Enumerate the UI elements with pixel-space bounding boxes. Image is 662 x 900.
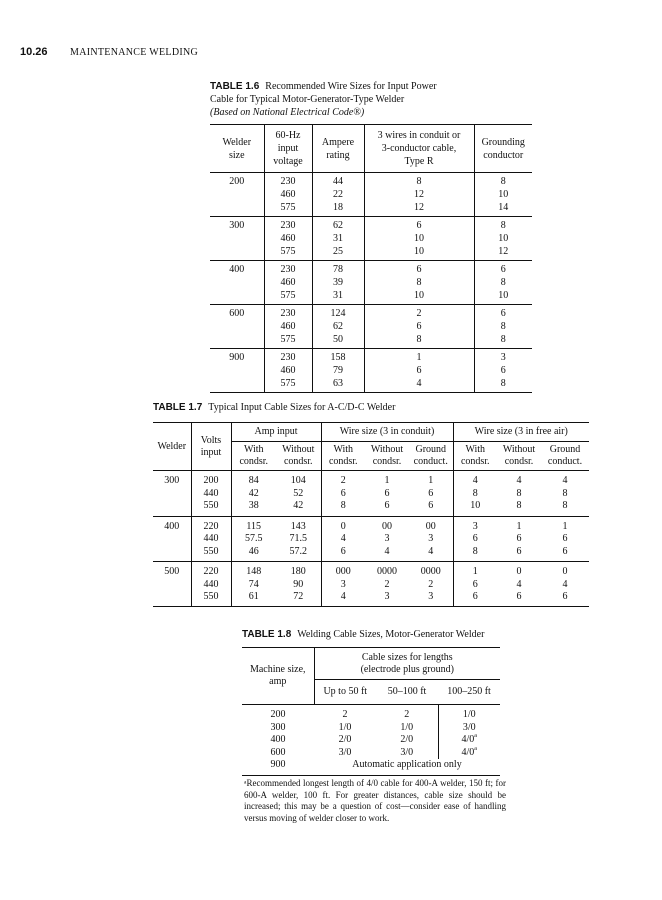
- cell-wire-size: 10: [364, 245, 474, 261]
- cell-ampere-rating: 18: [312, 201, 364, 217]
- table-row: [242, 734, 500, 747]
- cell-welder-size: [210, 245, 264, 261]
- cell-ampere-rating: 62: [312, 217, 364, 233]
- cell-welder-size: 300: [229, 220, 245, 231]
- cell-air-ground: 1: [562, 520, 568, 532]
- cell-welder-size: [210, 276, 264, 289]
- cell-input-voltage: 460: [264, 320, 312, 333]
- table-row: [210, 289, 532, 305]
- cell-ampere-rating: 78: [312, 261, 364, 277]
- cell-100-250: 3/0: [438, 722, 500, 735]
- cell-conduit-ground: 2: [428, 578, 434, 590]
- cell-conduit-with: 000: [321, 562, 365, 579]
- col-header-ground-conduct: Ground conduct.: [409, 442, 453, 471]
- cell-conduit-with: 6: [321, 546, 365, 562]
- cell-wire-size: 1: [364, 349, 474, 365]
- cell-conduit-without: 0000: [377, 566, 397, 577]
- cell-input-voltage: 230: [264, 305, 312, 321]
- table-row: [242, 705, 500, 722]
- cell-welder-size: [210, 289, 264, 305]
- cell-welder: [153, 546, 191, 562]
- cell-air-without: 0: [516, 566, 522, 577]
- cell-welder: [153, 591, 191, 606]
- cell-ampere-rating: 39: [312, 276, 364, 289]
- cell-machine-size: 300: [270, 721, 286, 733]
- section-title: MAINTENANCE WELDING: [70, 47, 199, 58]
- cell-grounding: 3: [474, 349, 532, 365]
- cell-air-without: 4: [516, 475, 522, 486]
- cell-wire-size: 2: [364, 305, 474, 321]
- cell-wire-size: 6: [364, 261, 474, 277]
- cell-wire-size: 10: [364, 289, 474, 305]
- table-row: [153, 533, 589, 546]
- table-row: [153, 546, 589, 562]
- col-header-without-condsr: Without condsr.: [497, 442, 541, 471]
- cell-wire-size: 4: [364, 377, 474, 393]
- cell-ampere-rating: 63: [312, 377, 364, 393]
- table-header-row: [242, 648, 500, 680]
- cell-volts: 550: [191, 591, 231, 606]
- col-header-grounding: Grounding conductor: [474, 125, 532, 173]
- table-row: [210, 349, 532, 365]
- cell-input-voltage: 575: [264, 377, 312, 393]
- cell-ampere-rating: 79: [312, 364, 364, 377]
- cell-amp-with: 46: [231, 546, 276, 562]
- cell-amp-with: 42: [231, 488, 276, 501]
- cell-input-voltage: 575: [264, 333, 312, 349]
- cell-amp-with: 61: [231, 591, 276, 606]
- table-number: TABLE 1.7: [153, 402, 203, 413]
- cell-conduit-with: 6: [321, 488, 365, 501]
- cell-conduit-without: 4: [365, 546, 409, 562]
- footnote-mark: a: [474, 745, 477, 752]
- cell-conduit-with: 3: [321, 579, 365, 592]
- cell-air-without: 4: [516, 578, 522, 590]
- cell-amp-without: 104: [290, 475, 306, 486]
- cell-air-ground: 6: [541, 546, 589, 562]
- cell-grounding: 10: [474, 232, 532, 245]
- col-group-wire-conduit: Wire size (3 in conduit): [321, 423, 453, 442]
- cell-up-to-50: 1/0: [338, 721, 352, 733]
- table-row: [210, 245, 532, 261]
- cell-welder: [153, 488, 191, 501]
- cell-air-without: 1: [516, 520, 522, 532]
- cell-amp-without: 90: [293, 578, 304, 590]
- table-row: [210, 232, 532, 245]
- cell-input-voltage: 230: [264, 173, 312, 189]
- cell-input-voltage: 460: [264, 188, 312, 201]
- cell-input-voltage: 460: [264, 232, 312, 245]
- cell-amp-with: 38: [231, 500, 276, 516]
- cell-input-voltage: 460: [264, 276, 312, 289]
- cell-input-voltage: 575: [264, 245, 312, 261]
- table-header-row: [153, 423, 589, 442]
- cell-conduit-without: 3: [384, 591, 390, 602]
- table-1-7: [153, 422, 589, 607]
- col-header-welder: Welder: [153, 423, 191, 471]
- cell-input-voltage: 575: [264, 289, 312, 305]
- cell-air-with: 1: [453, 562, 497, 579]
- cell-amp-with: 57.5: [231, 533, 276, 546]
- cell-welder: [153, 500, 191, 516]
- cell-welder-size: [210, 232, 264, 245]
- cell-amp-with: 84: [231, 471, 276, 488]
- cell-conduit-without: 6: [365, 500, 409, 516]
- cell-grounding: 6: [474, 364, 532, 377]
- cell-machine-size: 900: [270, 759, 286, 770]
- cell-50-100: 2/0: [400, 734, 414, 745]
- table-row: [210, 188, 532, 201]
- table-number: TABLE 1.6: [210, 81, 260, 92]
- cell-amp-without: 57.2: [276, 546, 321, 562]
- cell-amp-without: 52: [293, 487, 304, 499]
- cell-up-to-50: 3/0: [338, 746, 352, 758]
- cell-ampere-rating: 31: [312, 289, 364, 305]
- cell-input-voltage: 230: [264, 261, 312, 277]
- cell-up-to-50: 2/0: [338, 734, 352, 745]
- cell-volts: 200: [191, 471, 231, 488]
- cell-conduit-without: 00: [382, 520, 392, 532]
- cell-welder: 300: [164, 475, 180, 486]
- table-row: [242, 747, 500, 760]
- col-group-amp-input: Amp input: [231, 423, 321, 442]
- cell-air-ground: 8: [541, 500, 589, 516]
- cell-conduit-without: 2: [384, 578, 390, 590]
- table-row: [153, 579, 589, 592]
- table-row: [210, 320, 532, 333]
- page-number: 10.26: [20, 46, 48, 58]
- table-title: Recommended Wire Sizes for Input Power: [265, 81, 437, 92]
- col-header-without-condsr: Without condsr.: [276, 442, 321, 471]
- col-header-with-condsr: With condsr.: [453, 442, 497, 471]
- cell-wire-size: 8: [364, 333, 474, 349]
- cell-welder-size: 900: [229, 352, 245, 363]
- col-header-wires: 3 wires in conduit or 3-conductor cable, Type R: [364, 125, 474, 173]
- cell-conduit-ground: 1: [428, 475, 434, 486]
- cell-welder-size: 200: [229, 176, 245, 187]
- cell-air-with: 10: [453, 500, 497, 516]
- table-row: [210, 173, 532, 189]
- cell-ampere-rating: 44: [312, 173, 364, 189]
- cell-input-voltage: 575: [264, 201, 312, 217]
- cell-conduit-ground: 0000: [420, 566, 441, 577]
- cell-conduit-ground: 3: [428, 533, 434, 544]
- cell-welder-size: [210, 201, 264, 217]
- cell-volts: 440: [191, 533, 231, 546]
- cell-volts: 550: [191, 546, 231, 562]
- cell-air-with: 6: [453, 533, 497, 546]
- cell-ampere-rating: 25: [312, 245, 364, 261]
- cell-welder-size: [210, 333, 264, 349]
- table-row: [153, 591, 589, 606]
- cell-air-with: 6: [453, 579, 497, 592]
- cell-wire-size: 10: [364, 232, 474, 245]
- cell-amp-without: 72: [293, 591, 304, 602]
- cell-automatic-note: Automatic application only: [352, 759, 462, 770]
- cell-amp-without: 42: [276, 500, 321, 516]
- cell-air-with: 6: [453, 591, 497, 606]
- cell-wire-size: 6: [364, 320, 474, 333]
- cell-volts: 440: [191, 488, 231, 501]
- table-row: [210, 261, 532, 277]
- col-header-ground-conduct: Ground conduct.: [541, 442, 589, 471]
- footnote-mark: a: [474, 733, 477, 739]
- cell-conduit-ground: 6: [428, 487, 434, 499]
- cell-conduit-ground: 6: [409, 500, 453, 516]
- cell-wire-size: 6: [364, 364, 474, 377]
- cell-ampere-rating: 124: [312, 305, 364, 321]
- cell-machine-size: 600: [270, 746, 286, 758]
- cell-100-250: 4/0$^a$: [438, 747, 500, 760]
- col-header-ampere-rating: Ampere rating: [312, 125, 364, 173]
- col-header-machine-size: Machine size, amp: [242, 648, 314, 705]
- col-header-100-250: 100–250 ft: [447, 686, 491, 697]
- cell-input-voltage: 460: [264, 364, 312, 377]
- table-row: [153, 488, 589, 501]
- cell-wire-size: 8: [364, 276, 474, 289]
- cell-air-ground: 6: [562, 533, 568, 544]
- cell-conduit-with: 4: [321, 591, 365, 606]
- cell-air-without: 8: [516, 487, 522, 499]
- table-row: [210, 201, 532, 217]
- cell-input-voltage: 230: [264, 349, 312, 365]
- cell-volts: 440: [191, 579, 231, 592]
- table-row: [242, 759, 500, 775]
- cell-amp-with: 74: [231, 579, 276, 592]
- table-row: [210, 333, 532, 349]
- cell-grounding: 14: [474, 201, 532, 217]
- cell-100-250: 4/0$^a$: [438, 734, 500, 747]
- table-row: [153, 516, 589, 533]
- cell-air-without: 6: [516, 591, 522, 602]
- cell-grounding: 6: [474, 261, 532, 277]
- cell-welder-size: [210, 364, 264, 377]
- table-row: [210, 364, 532, 377]
- cell-conduit-with: 8: [321, 500, 365, 516]
- table-title-line3: (Based on National Electrical Code®): [210, 107, 365, 118]
- cell-welder: 500: [164, 566, 180, 577]
- col-header-up-to-50: Up to 50 ft: [323, 686, 368, 697]
- cell-welder: [153, 533, 191, 546]
- cell-machine-size: 200: [242, 705, 314, 722]
- cell-air-with: 4: [453, 471, 497, 488]
- cell-amp-with: 115: [231, 516, 276, 533]
- cell-air-without: 6: [497, 546, 541, 562]
- col-header-welder-size: Welder size: [210, 125, 264, 173]
- cell-welder-size: 600: [229, 308, 245, 319]
- table-title-line2: Cable for Typical Motor-Generator-Type Welder: [210, 94, 405, 105]
- col-group-cable-sizes: Cable sizes for lengths (electrode plus ground): [314, 648, 500, 680]
- cell-welder-size: [210, 377, 264, 393]
- cell-welder-size: 400: [229, 264, 245, 275]
- cell-amp-with: 148: [231, 562, 276, 579]
- cell-conduit-without: 6: [384, 487, 390, 499]
- cell-grounding: 12: [474, 245, 532, 261]
- cell-input-voltage: 230: [264, 217, 312, 233]
- table-row: [153, 471, 589, 488]
- running-head: [20, 46, 198, 58]
- cell-welder: 400: [164, 520, 180, 532]
- cell-air-without: 6: [516, 533, 522, 544]
- cell-50-100: 3/0: [400, 746, 414, 758]
- table-1-8-footnote: ᵃRecommended longest length of 4/0 cable for 400-A welder, 150 ft; for 600-A welder, 100 ft. For greater distances, cable size should be increased; this may be a question of cost—consider ease of handling versus moving of welder closer to work.: [244, 778, 506, 823]
- cell-ampere-rating: 22: [312, 188, 364, 201]
- cell-wire-size: 6: [364, 217, 474, 233]
- cell-grounding: 8: [474, 276, 532, 289]
- table-1-8: [242, 647, 500, 776]
- cell-conduit-without: 3: [384, 533, 390, 544]
- cell-conduit-without: 1: [384, 475, 390, 486]
- col-header-input-voltage: 60-Hz input voltage: [264, 125, 312, 173]
- cell-machine-size: 400: [270, 734, 286, 745]
- table-row: [210, 217, 532, 233]
- cell-air-ground: 0: [562, 566, 568, 577]
- cell-ampere-rating: 50: [312, 333, 364, 349]
- cell-50-100: 2: [376, 705, 438, 722]
- cell-ampere-rating: 62: [312, 320, 364, 333]
- cell-amp-without: 71.5: [289, 533, 307, 544]
- table-1-8-caption: [242, 628, 484, 641]
- cell-volts: 550: [191, 500, 231, 516]
- cell-ampere-rating: 31: [312, 232, 364, 245]
- table-row: [153, 562, 589, 579]
- col-header-without-condsr: Without condsr.: [365, 442, 409, 471]
- table-header-row: [210, 125, 532, 173]
- cell-grounding: 10: [474, 289, 532, 305]
- cell-conduit-with: 2: [321, 471, 365, 488]
- cell-air-ground: 4: [562, 475, 568, 486]
- col-header-50-100: 50–100 ft: [387, 686, 427, 697]
- cell-wire-size: 12: [364, 201, 474, 217]
- cell-grounding: 8: [474, 217, 532, 233]
- col-group-wire-free-air: Wire size (3 in free air): [453, 423, 589, 442]
- cell-conduit-ground: 3: [428, 591, 434, 602]
- table-1-6: [210, 124, 532, 393]
- cell-up-to-50: 2: [314, 705, 376, 722]
- table-row: [210, 305, 532, 321]
- col-header-with-condsr: With condsr.: [231, 442, 276, 471]
- col-header-with-condsr: With condsr.: [321, 442, 365, 471]
- cell-welder-size: [210, 320, 264, 333]
- cell-air-with: 8: [453, 488, 497, 501]
- cell-air-with: 8: [453, 546, 497, 562]
- cell-50-100: 1/0: [400, 721, 414, 733]
- table-1-6-caption: [210, 80, 540, 119]
- cell-amp-without: 180: [290, 566, 306, 577]
- cell-air-with: 3: [453, 516, 497, 533]
- table-title: Typical Input Cable Sizes for A-C/D-C Welder: [208, 402, 396, 413]
- table-row: [210, 276, 532, 289]
- table-row: [210, 377, 532, 393]
- table-1-7-caption: [153, 401, 395, 414]
- cell-air-ground: 8: [562, 487, 568, 499]
- cell-volts: 220: [191, 516, 231, 533]
- cell-wire-size: 8: [364, 173, 474, 189]
- cell-wire-size: 12: [364, 188, 474, 201]
- cell-air-ground: 4: [562, 578, 568, 590]
- cell-amp-without: 143: [290, 520, 306, 532]
- cell-air-without: 8: [497, 500, 541, 516]
- cell-grounding: 10: [474, 188, 532, 201]
- cell-welder-size: [210, 188, 264, 201]
- table-number: TABLE 1.8: [242, 629, 292, 640]
- cell-conduit-with: 0: [321, 516, 365, 533]
- cell-welder: [153, 579, 191, 592]
- cell-conduit-with: 4: [321, 533, 365, 546]
- cell-volts: 220: [191, 562, 231, 579]
- cell-conduit-ground: 00: [425, 520, 436, 532]
- cell-grounding: 8: [474, 320, 532, 333]
- col-header-volts-input: Volts input: [191, 423, 231, 471]
- table-row: [153, 500, 589, 516]
- cell-grounding: 8: [474, 173, 532, 189]
- table-title: Welding Cable Sizes, Motor-Generator Welder: [297, 629, 485, 640]
- cell-grounding: 8: [474, 333, 532, 349]
- cell-conduit-ground: 4: [409, 546, 453, 562]
- table-row: [242, 722, 500, 735]
- cell-grounding: 8: [474, 377, 532, 393]
- cell-ampere-rating: 158: [312, 349, 364, 365]
- cell-air-ground: 6: [562, 591, 568, 602]
- cell-100-250: 1/0: [438, 705, 500, 722]
- cell-grounding: 6: [474, 305, 532, 321]
